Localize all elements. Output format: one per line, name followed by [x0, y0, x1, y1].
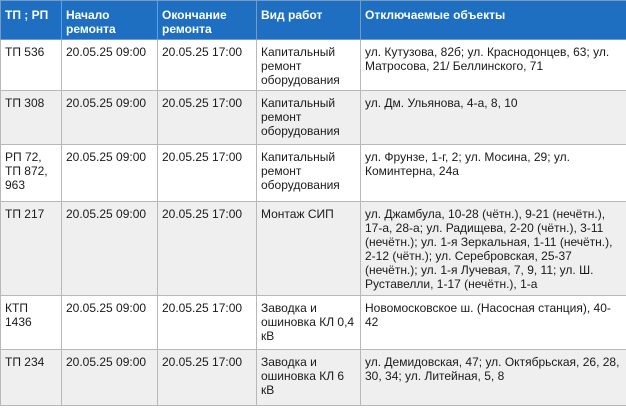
cell-start: 20.05.25 09:00: [62, 202, 158, 296]
cell-work: Заводка и ошиновка КЛ 0,4 кВ: [257, 296, 361, 350]
cell-tp: ТП 308: [1, 91, 62, 145]
table-row: [1, 202, 626, 296]
cell-start: 20.05.25 09:00: [62, 40, 158, 91]
cell-end: 20.05.25 17:00: [158, 40, 257, 91]
table-header-row: [1, 1, 626, 40]
table-row: [1, 40, 626, 91]
cell-objects: Новомосковское ш. (Насосная станция), 40-42: [361, 296, 626, 350]
cell-start: 20.05.25 09:00: [62, 296, 158, 350]
cell-end: 20.05.25 17:00: [158, 202, 257, 296]
cell-work: Заводка и ошиновка КЛ 6 кВ: [257, 350, 361, 406]
cell-tp: КТП 1436: [1, 296, 62, 350]
cell-work: Капитальный ремонт оборудования: [257, 40, 361, 91]
cell-end: 20.05.25 17:00: [158, 145, 257, 202]
cell-work: Капитальный ремонт оборудования: [257, 145, 361, 202]
cell-tp: ТП 234: [1, 350, 62, 406]
cell-objects: ул. Джамбула, 10-28 (чётн.), 9-21 (нечётн.), 17-а, 28-а; ул. Радищева, 2-20 (чётн.), 3-11 (нечётн.); ул. 1-я Зеркальная, 1-11 (нечётн.), 2-12 (чётн.); ул. Серебровская, 25-37 (нечётн.); ул. 1-я Лучевая, 7, 9, 11; ул. Ш. Руставелли, 1-17 (нечётн.), 1-а: [361, 202, 626, 296]
cell-start: 20.05.25 09:00: [62, 91, 158, 145]
cell-end: 20.05.25 17:00: [158, 296, 257, 350]
header-work: Вид работ: [257, 1, 361, 40]
header-end: Окончание ремонта: [158, 1, 257, 40]
cell-objects: ул. Дм. Ульянова, 4-а, 8, 10: [361, 91, 626, 145]
cell-tp: ТП 217: [1, 202, 62, 296]
header-objects: Отключаемые объекты: [361, 1, 626, 40]
cell-tp: ТП 536: [1, 40, 62, 91]
table-row: [1, 91, 626, 145]
header-tp: ТП ; РП: [1, 1, 62, 40]
cell-end: 20.05.25 17:00: [158, 91, 257, 145]
table-row: [1, 296, 626, 350]
cell-work: Монтаж СИП: [257, 202, 361, 296]
header-start: Начало ремонта: [62, 1, 158, 40]
table-row: [1, 350, 626, 406]
cell-start: 20.05.25 09:00: [62, 145, 158, 202]
cell-objects: ул. Демидовская, 47; ул. Октябрьская, 26, 28, 30, 34; ул. Литейная, 5, 8: [361, 350, 626, 406]
cell-objects: ул. Кутузова, 82б; ул. Краснодонцев, 63; ул. Матросова, 21/ Беллинского, 71: [361, 40, 626, 91]
cell-start: 20.05.25 09:00: [62, 350, 158, 406]
cell-objects: ул. Фрунзе, 1-г, 2; ул. Мосина, 29; ул. Коминтерна, 24а: [361, 145, 626, 202]
table-row: [1, 145, 626, 202]
cell-work: Капитальный ремонт оборудования: [257, 91, 361, 145]
cell-end: 20.05.25 17:00: [158, 350, 257, 406]
cell-tp: РП 72, ТП 872, 963: [1, 145, 62, 202]
